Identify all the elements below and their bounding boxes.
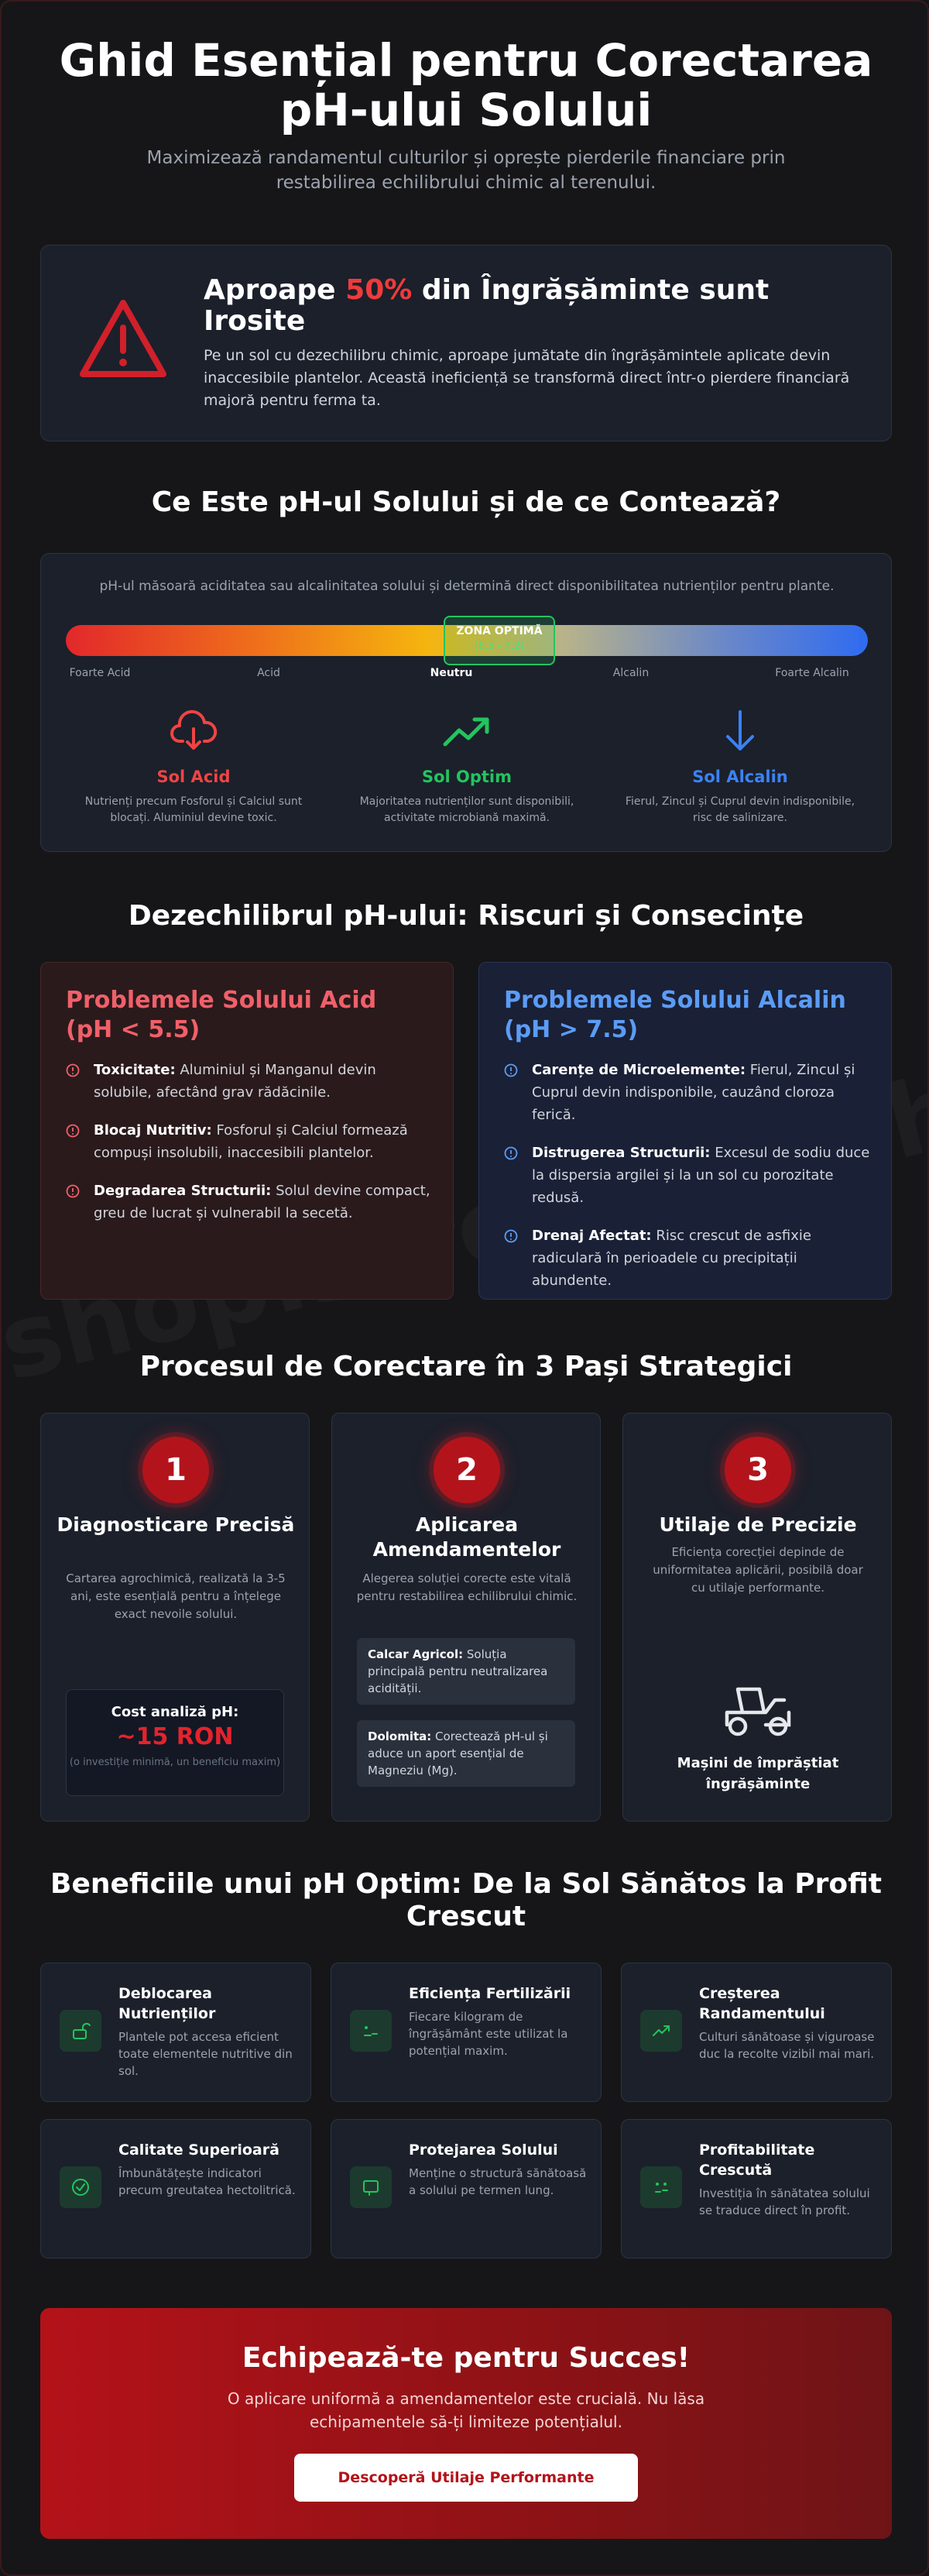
list-item: Distrugerea Structurii: Excesul de sodiu duce la dispersia argilei și la un sol cu porozitate redusă. [504, 1142, 872, 1209]
acid-soil-column [70, 709, 317, 826]
step-card-equipment [622, 1413, 892, 1822]
optimal-soil-column [343, 709, 591, 826]
acid-soil-title: Sol Acid [156, 768, 231, 786]
shield-icon [350, 2166, 392, 2208]
alert-circle-icon [66, 1124, 80, 1138]
trending-up-icon [442, 709, 492, 754]
cta-text: O aplicare uniformă a amendamentelor este crucială. Nu lăsa echipamentele să-ți limiteze potențialul. [227, 2389, 705, 2431]
list-item: Blocaj Nutritiv: Fosforul și Calciul formează compuși insolubili, inaccesibili plantelor. [66, 1119, 434, 1164]
benefit-card [40, 2119, 311, 2258]
benefit-card [40, 1963, 311, 2102]
optimal-soil-desc: Majoritatea nutrienților sunt disponibili, activitate microbiană maximă. [359, 795, 574, 824]
page-subtitle: Maximizează randamentul culturilor și oprește pierderile financiare prin restabilirea echilibrului chimic al terenului. [146, 148, 786, 193]
profit-icon [640, 2166, 682, 2208]
benefit-desc: Culturi sănătoase și viguroase duc la recolte vizibil mai mari. [699, 2030, 875, 2061]
acid-problems-title: Problemele Solului Acid (pH < 5.5) [66, 987, 377, 1043]
risks-section-title: Dezechilibrul pH-ului: Riscuri și Consecințe [128, 900, 804, 932]
process-section-title: Procesul de Corectare în 3 Pași Strategici [139, 1351, 793, 1382]
benefit-desc: Fiecare kilogram de îngrășământ este utilizat la potențial maxim. [409, 2010, 568, 2058]
cost-box [66, 1689, 284, 1796]
benefit-title: Deblocarea Nutrienților [118, 1985, 216, 2022]
step-title: Utilaje de Precizie [659, 1513, 857, 1536]
benefit-title: Profitabilitate Crescută [699, 2142, 815, 2179]
alert-circle-icon [504, 1063, 518, 1077]
cta-banner [40, 2308, 892, 2539]
benefit-card [621, 2119, 892, 2258]
step-desc: Cartarea agrochimică, realizată la 3-5 ani, este esențială pentru a înțelege exact nevoile solului. [66, 1571, 286, 1621]
ph-scale-card [40, 553, 892, 852]
benefit-title: Protejarea Solului [409, 2142, 558, 2159]
cloud-download-icon [169, 709, 218, 754]
alkaline-problems-list [504, 1059, 872, 1307]
alkaline-soil-title: Sol Alcalin [692, 768, 788, 786]
optimal-zone-range: (6.5 - 7.2) [474, 641, 525, 652]
benefit-card [331, 2119, 602, 2258]
waste-percentage: 50% [345, 274, 413, 306]
alert-circle-icon [66, 1063, 80, 1077]
cta-title: Echipează-te pentru Succes! [242, 2342, 691, 2374]
list-item: Toxicitate: Aluminiul și Manganul devin solubile, afectând grav rădăcinile. [66, 1059, 434, 1104]
benefit-title: Creșterea Randamentului [699, 1985, 825, 2022]
step-number: 3 [725, 1437, 791, 1503]
step-desc: Eficiența corecției depinde de uniformitatea aplicării, posibilă doar cu utilaje performante. [653, 1545, 863, 1595]
alkaline-soil-column [616, 709, 864, 826]
step-card-diagnosis [40, 1413, 310, 1822]
benefit-title: Calitate Superioară [118, 2142, 279, 2159]
alkaline-problems-card [478, 962, 892, 1300]
optimal-zone-marker [444, 616, 555, 665]
step-number: 2 [434, 1437, 500, 1503]
page-title: Ghid Esențial pentru Corectarea pH-ului Solului [59, 34, 873, 136]
benefit-card [331, 1963, 602, 2102]
alkaline-soil-desc: Fierul, Zincul și Cuprul devin indisponibile, risc de salinizare. [625, 795, 855, 824]
amendment-dolomite: Dolomita: Corectează pH-ul și aduce un aport esențial de Magneziu (Mg). [357, 1720, 575, 1787]
optimal-zone-label: ZONA OPTIMĂ [456, 625, 543, 637]
spreader-machine-icon [719, 1681, 797, 1743]
step-title: Diagnosticare Precisă [57, 1513, 295, 1536]
step-card-amendments [331, 1413, 601, 1822]
acid-problems-list [66, 1059, 434, 1240]
ph-section-title: Ce Este pH-ul Solului și de ce Contează? [151, 486, 781, 518]
cost-note: (o investiție minimă, un beneficiu maxim) [69, 1757, 281, 1768]
benefit-desc: Plantele pot accesa eficient toate elementele nutritive din sol. [118, 2030, 293, 2078]
check-circle-icon [60, 2166, 101, 2208]
list-item: Degradarea Structurii: Solul devine compact, greu de lucrat și vulnerabil la secetă. [66, 1180, 434, 1224]
amendment-limestone: Calcar Agricol: Soluția principală pentru neutralizarea acidității. [357, 1638, 575, 1705]
alert-text: Pe un sol cu dezechilibru chimic, aproape jumătate din îngrășămintele aplicate devin inaccesibile plantelor. Această ineficiență se transformă direct într-o pierdere financiară majoră pentru ferma ta. [204, 347, 850, 409]
alert-circle-icon [66, 1184, 80, 1198]
scale-label-very-alkaline: Foarte Alcalin [775, 667, 849, 679]
scale-label-very-acid: Foarte Acid [69, 667, 131, 679]
benefit-card [621, 1963, 892, 2102]
machine-label: Mașini de împrăștiat îngrășăminte [677, 1755, 839, 1792]
cost-label: Cost analiză pH: [111, 1704, 239, 1720]
step-title: Aplicarea Amendamentelor [372, 1513, 561, 1561]
warning-triangle-icon [78, 297, 168, 380]
cost-value: ~15 RON [116, 1723, 234, 1750]
discover-equipment-button[interactable]: Descoperă Utilaje Performante [294, 2454, 638, 2502]
acid-soil-desc: Nutrienți precum Fosforul și Calciul sunt blocați. Aluminiul devine toxic. [84, 795, 303, 824]
alert-circle-icon [504, 1229, 518, 1243]
benefit-title: Eficiența Fertilizării [409, 1985, 571, 2002]
waste-alert-card [40, 245, 892, 441]
list-item: Carențe de Microelemente: Fierul, Zincul și Cuprul devin indisponibile, cauzând cloroza ferică. [504, 1059, 872, 1126]
scale-label-acid: Acid [257, 667, 280, 679]
benefit-desc: Investiția în sănătatea solului se traduce direct în profit. [699, 2186, 870, 2217]
unlock-icon [60, 2010, 101, 2052]
acid-problems-card [40, 962, 454, 1300]
list-item: Drenaj Afectat: Risc crescut de asfixie radiculară în perioadele cu precipitații abundente. [504, 1224, 872, 1292]
step-number: 1 [142, 1437, 209, 1503]
scale-label-alkaline: Alcalin [612, 667, 650, 679]
benefit-desc: Îmbunătățește indicatori precum greutatea hectolitrică. [118, 2166, 296, 2197]
benefit-desc: Menține o structură sănătoasă a solului pe termen lung. [409, 2166, 587, 2197]
scale-label-neutral: Neutru [430, 667, 473, 679]
alert-title: Aproape 50% din Îngrășăminte sunt Irosite [204, 274, 770, 337]
ph-intro: pH-ul măsoară aciditatea sau alcalinitatea solului și determină direct disponibilitatea nutrienților pentru plante. [99, 579, 835, 594]
benefits-section-title: Beneficiile unui pH Optim: De la Sol Sănătos la Profit Crescut [50, 1868, 882, 1932]
arrow-down-icon [715, 709, 765, 754]
alkaline-problems-title: Problemele Solului Alcalin (pH > 7.5) [504, 987, 846, 1043]
optimal-soil-title: Sol Optim [421, 768, 512, 786]
efficiency-icon [350, 2010, 392, 2052]
step-desc: Alegerea soluției corecte este vitală pentru restabilirea echilibrului chimic. [356, 1571, 578, 1603]
alert-circle-icon [504, 1146, 518, 1160]
trending-up-icon [640, 2010, 682, 2052]
